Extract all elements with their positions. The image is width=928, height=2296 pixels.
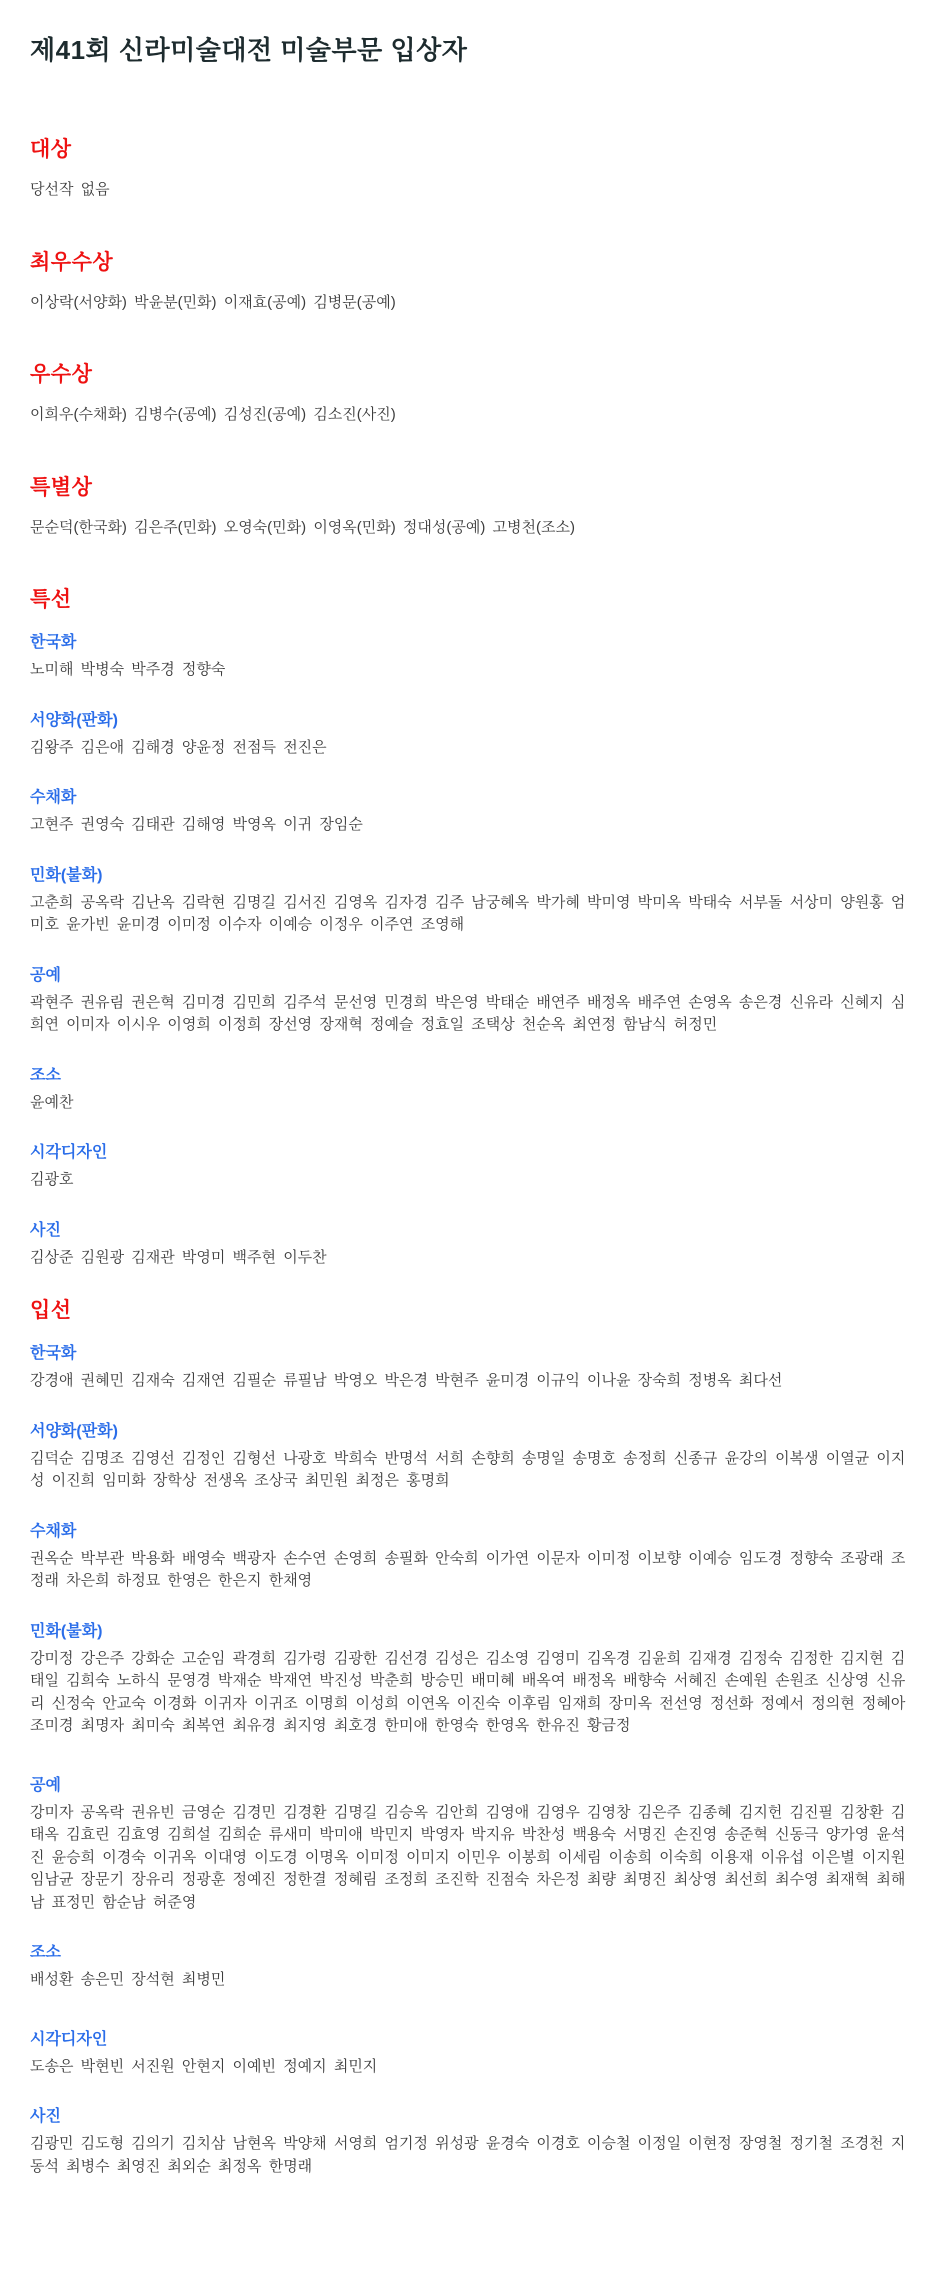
category-label: 민화(불화) (30, 1622, 103, 1640)
honorable-category-sculpture (30, 1939, 908, 1992)
category-names: 윤예찬 (30, 1093, 74, 1111)
honorable-category-korean-painting (30, 1340, 908, 1393)
category-label: 수채화 (30, 789, 77, 806)
award-title: 우수상 (30, 363, 93, 386)
category-names: 도송은 박현빈 서진원 안현지 이예빈 정예지 최민지 (30, 2057, 378, 2075)
category-names: 김광호 (30, 1171, 74, 1188)
honorable-category-photography (30, 2103, 908, 2178)
category-label: 조소 (30, 1066, 61, 1084)
category-label: 조소 (30, 1944, 61, 1961)
special-category-western-painting (30, 707, 908, 760)
special-category-watercolor (30, 784, 908, 837)
award-section-special-prize (30, 471, 908, 540)
category-names: 곽현주 권유림 권은혁 김미경 김민희 김주석 문선영 민경희 박은영 박태순 배연주 배정옥 배주연 손영옥 송은경 신유라 신혜지 심희연 이미자 이시우 이영희 이정희 장선영 장재혁 정예슬 정효일 조택상 천순옥 최연정 함남식 허정민 (30, 993, 906, 1033)
award-section-top-excellence (30, 246, 908, 315)
category-label: 시각디자인 (30, 1144, 108, 1161)
category-names: 강미자 공옥락 권유빈 금영순 김경민 김경환 김명길 김승옥 김안희 김영애 김영우 김영창 김은주 김종혜 김지헌 김진필 김창환 김태옥 김효린 김효영 김희설 김희순 류새미 박미애 박민지 박영자 박지유 박찬성 백용숙 서명진 손진영 송준혁 신동극 양가영 윤석진 윤승희 이경숙 이귀옥 이대영 이도경 이명옥 이미정 이미지 이민우 이봉희 이세림 이송희 이숙희 이용재 이유섭 이은별 이지원 임남균 장문기 장유리 정광훈 정예진 정한결 정혜림 조정희 조진학 진점숙 차은정 최량 최명진 최상영 최선희 최수영 최재혁 최해남 표정민 함순남 허준영 (30, 1803, 906, 1911)
award-title: 대상 (30, 138, 72, 161)
category-names: 배성환 송은민 장석현 최병민 (30, 1971, 226, 1988)
section-title-special-selection: 특선 (30, 588, 72, 611)
category-names: 김상준 김원광 김재관 박영미 백주현 이두찬 (30, 1248, 327, 1266)
special-category-korean-painting (30, 629, 908, 682)
category-names: 노미해 박병숙 박주경 정향숙 (30, 661, 226, 678)
category-label: 수채화 (30, 1522, 77, 1540)
special-category-craft (30, 962, 908, 1037)
award-section-grand-prize (30, 133, 908, 202)
category-label: 서양화(판화) (30, 1422, 118, 1440)
category-label: 사진 (30, 1221, 61, 1239)
category-names: 김왕주 김은애 김해경 양윤정 전점득 전진은 (30, 738, 327, 756)
category-label: 시각디자인 (30, 2030, 108, 2048)
award-title: 특별상 (30, 475, 93, 499)
category-names: 강경애 권혜민 김재숙 김재연 김필순 류필남 박영오 박은경 박현주 윤미경 이규익 이나윤 장숙희 정병옥 최다선 (30, 1372, 783, 1389)
category-names: 고춘희 공옥락 김난옥 김락현 김명길 김서진 김영옥 김자경 김주 남궁혜옥 박가혜 박미영 박미옥 박태숙 서부돌 서상미 양원홍 엄미호 윤가빈 윤미경 이미정 이수자 이예승 이정우 이주연 조영해 (30, 893, 906, 933)
category-names: 고현주 권영숙 김태관 김해영 박영옥 이귀 장임순 (30, 816, 363, 833)
section-title-honorable-mention: 입선 (30, 1299, 72, 1322)
category-label: 한국화 (30, 634, 77, 651)
special-category-folk-painting (30, 862, 908, 937)
category-names: 강미정 강은주 강화순 고순임 곽경희 김가령 김광한 김선경 김성은 김소영 김영미 김옥경 김윤희 김재경 김정숙 김정한 김지현 김태일 김희숙 노하식 문영경 박재순 박재연 박진성 박춘희 방승민 배미혜 배옥여 배정옥 배향숙 서혜진 손예원 손원조 신상영 신유리 신정숙 안교숙 이경화 이귀자 이귀조 이명희 이성희 이연옥 이진숙 이후림 임재희 장미옥 전선영 정선화 정예서 정의현 정혜아 조미경 최명자 최미숙 최복연 최유경 최지영 최호경 한미애 한영숙 한영옥 한유진 황금정 (30, 1649, 906, 1734)
award-section-excellence (30, 358, 908, 427)
special-category-sculpture (30, 1062, 908, 1115)
honorable-category-western-painting (30, 1418, 908, 1493)
honorable-category-folk-painting (30, 1618, 908, 1738)
award-title: 최우수상 (30, 250, 114, 274)
category-label: 한국화 (30, 1345, 77, 1362)
category-label: 서양화(판화) (30, 711, 118, 729)
category-names: 김광민 김도형 김의기 김치삼 남현옥 박양채 서영희 엄기정 위성광 윤경숙 이경호 이승철 이정일 이현정 장영철 정기철 조경천 지동석 최병수 최영진 최외순 최정옥 한명래 (30, 2135, 906, 2175)
category-names: 김덕순 김명조 김영선 김정인 김형선 나광호 박희숙 반명석 서희 손향희 송명일 송명호 송정희 신종규 윤강의 이복생 이열균 이지성 이진희 임미화 장학상 전생옥 조상국 최민원 최정은 홍명희 (30, 1449, 906, 1489)
honorable-category-visual-design (30, 2026, 908, 2079)
category-label: 공예 (30, 966, 61, 984)
page-title: 제41회 신라미술대전 미술부문 입상자 (30, 35, 468, 65)
category-label: 민화(불화) (30, 866, 103, 884)
special-category-photography (30, 1217, 908, 1270)
honorable-category-watercolor (30, 1518, 908, 1593)
award-winners: 이희우(수채화) 김병수(공예) 김성진(공예) 김소진(사진) (30, 406, 396, 423)
category-label: 사진 (30, 2108, 61, 2125)
award-winners: 이상락(서양화) 박윤분(민화) 이재효(공예) 김병문(공예) (30, 293, 396, 311)
category-label: 공예 (30, 1776, 61, 1794)
special-category-visual-design (30, 1139, 908, 1192)
award-winners: 문순덕(한국화) 김은주(민화) 오영숙(민화) 이영옥(민화) 정대성(공예) 고병천(조소) (30, 518, 575, 536)
award-winners: 당선작 없음 (30, 181, 110, 198)
honorable-category-craft (30, 1772, 908, 1915)
category-names: 권옥순 박부관 박용화 배영숙 백광자 손수연 손영희 송필화 안숙희 이가연 이문자 이미정 이보향 이예승 임도경 정향숙 조광래 조정래 차은희 하정묘 한영은 한은지 한채영 (30, 1549, 906, 1589)
